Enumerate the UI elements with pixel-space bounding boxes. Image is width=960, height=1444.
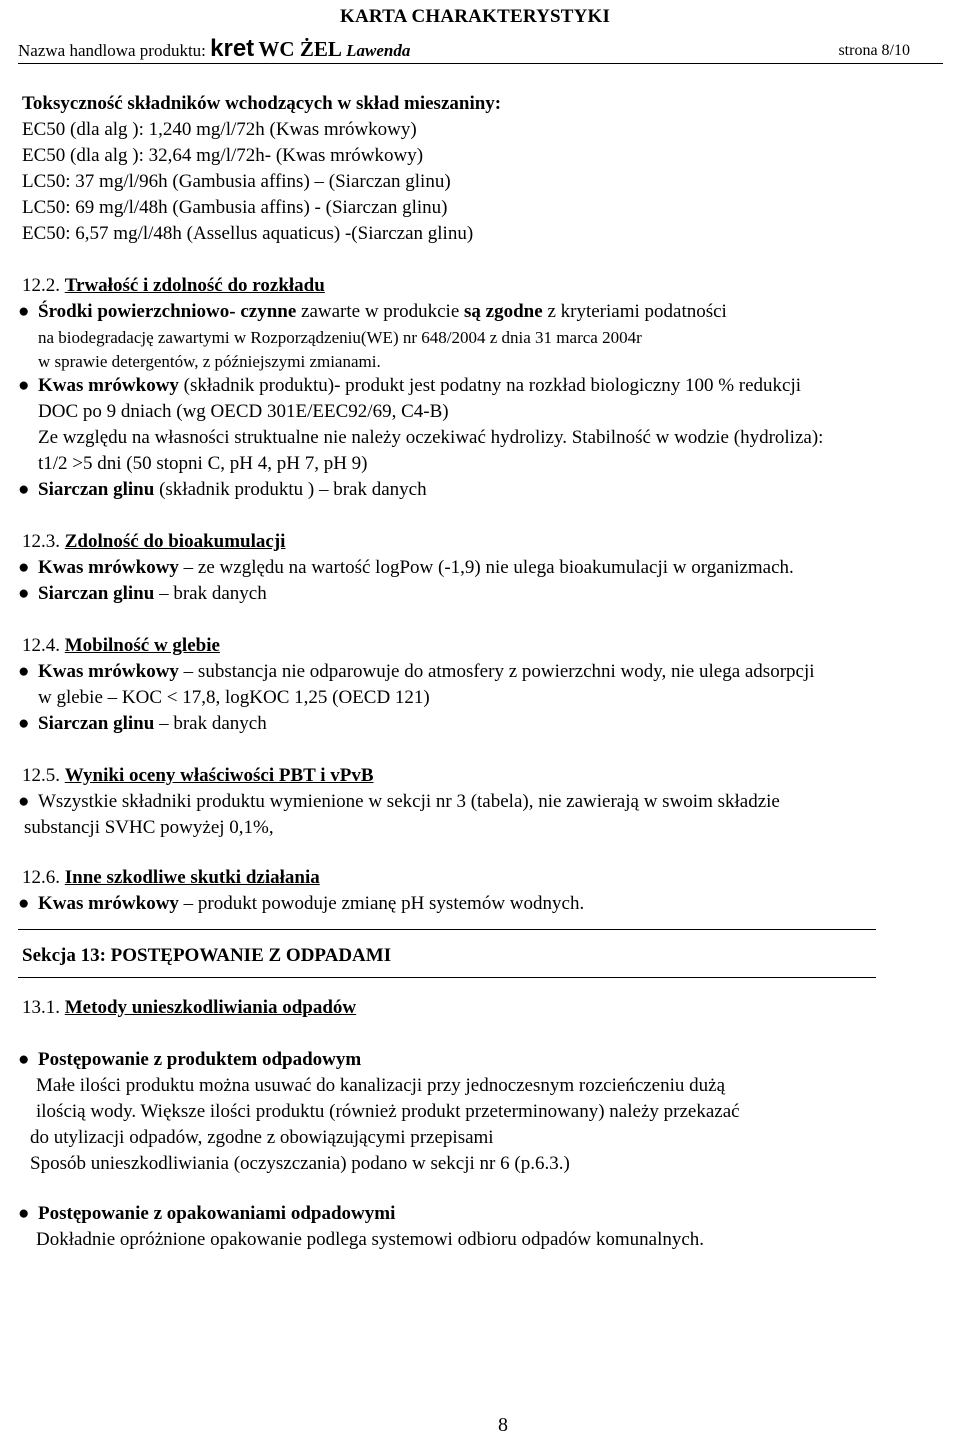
bullet-icon: ● bbox=[18, 893, 30, 914]
bold-term: Siarczan glinu bbox=[38, 713, 155, 734]
section-12-6-heading bbox=[22, 865, 320, 891]
text-run: – brak danych bbox=[154, 713, 267, 734]
bullet-continuation: Ze względu na własności struktualne nie należy oczekiwać hydrolizy. Stabilność w wodzie (hydroliza): bbox=[38, 427, 824, 448]
bullet-continuation: t1/2 >5 dni (50 stopni C, pH 4, pH 7, pH 9) bbox=[38, 453, 368, 474]
paragraph-line: do utylizacji odpadów, zgodne z obowiązującymi przepisami bbox=[30, 1127, 494, 1148]
bullet-item bbox=[18, 891, 584, 917]
text-run: – brak danych bbox=[154, 583, 267, 604]
header-divider bbox=[18, 63, 943, 64]
section-title: Metody unieszkodliwiania odpadów bbox=[64, 997, 357, 1018]
section-number: 13.1. bbox=[22, 997, 60, 1018]
product-variant: Lawenda bbox=[346, 41, 411, 60]
section-title: Zdolność do bioakumulacji bbox=[64, 531, 286, 552]
bullet-icon: ● bbox=[18, 661, 30, 682]
section-number: 12.4. bbox=[22, 635, 60, 656]
brand-name: kret bbox=[210, 35, 255, 62]
bullet-icon: ● bbox=[18, 791, 30, 812]
bullet-icon: ● bbox=[18, 1049, 30, 1070]
bullet-continuation: w glebie – KOC < 17,8, logKOC 1,25 (OECD 121) bbox=[38, 687, 430, 708]
text-run: – ze względu na wartość logPow (-1,9) nie ulega bioakumulacji w organizmach. bbox=[178, 557, 794, 578]
section-12-3-heading bbox=[22, 529, 285, 555]
section-12-4-heading bbox=[22, 633, 220, 659]
section-title: Trwałość i zdolność do rozkładu bbox=[64, 275, 325, 296]
bold-term: są zgodne bbox=[464, 301, 543, 322]
bullet-continuation: w sprawie detergentów, z późniejszymi zmianami. bbox=[38, 352, 381, 371]
paragraph-line: ilością wody. Większe ilości produktu (również produkt przeterminowany) należy przekazać bbox=[36, 1101, 740, 1122]
bullet-item bbox=[18, 789, 780, 815]
text-run: – produkt powoduje zmianę pH systemów wodnych. bbox=[178, 893, 585, 914]
bold-term: Środki powierzchniowo- czynne bbox=[38, 301, 297, 322]
bullet-icon: ● bbox=[18, 713, 30, 734]
toxicity-line: LC50: 37 mg/l/96h (Gambusia affins) – (Siarczan glinu) bbox=[22, 171, 451, 192]
bold-term: Siarczan glinu bbox=[38, 583, 155, 604]
section-title: Wyniki oceny właściwości PBT i vPvB bbox=[64, 765, 374, 786]
page-number: 8 bbox=[498, 1414, 508, 1436]
bold-term: Siarczan glinu bbox=[38, 479, 155, 500]
bullet-icon: ● bbox=[18, 1203, 30, 1224]
bullet-item bbox=[18, 299, 727, 325]
bullet-continuation: DOC po 9 dniach (wg OECD 301E/EEC92/69, C4-B) bbox=[38, 401, 449, 422]
section-number: 12.3. bbox=[22, 531, 60, 552]
bold-term: Kwas mrówkowy bbox=[38, 557, 179, 578]
section-number: 12.5. bbox=[22, 765, 60, 786]
bullet-icon: ● bbox=[18, 583, 30, 604]
bullet-item bbox=[18, 659, 815, 685]
toxicity-line: EC50 (dla alg ): 1,240 mg/l/72h (Kwas mrówkowy) bbox=[22, 119, 417, 140]
bullet-icon: ● bbox=[18, 375, 30, 396]
paragraph-line: Małe ilości produktu można usuwać do kanalizacji przy jednoczesnym rozcieńczeniu dużą bbox=[36, 1075, 726, 1096]
toxicity-heading: Toksyczność składników wchodzących w skład mieszaniny: bbox=[22, 93, 502, 114]
text-run: (składnik produktu ) – brak danych bbox=[154, 479, 427, 500]
product-name-line bbox=[18, 36, 410, 64]
section-title: Mobilność w glebie bbox=[64, 635, 220, 656]
section-number: 12.2. bbox=[22, 275, 60, 296]
trade-name-label: Nazwa handlowa produktu: bbox=[18, 41, 206, 60]
bold-term: Kwas mrówkowy bbox=[38, 893, 179, 914]
bold-term: Postępowanie z opakowaniami odpadowymi bbox=[38, 1203, 396, 1224]
section-title: Inne szkodliwe skutki działania bbox=[64, 867, 320, 888]
bullet-item bbox=[18, 373, 801, 399]
section-12-2-heading bbox=[22, 273, 325, 299]
bullet-continuation: substancji SVHC powyżej 0,1%, bbox=[24, 817, 274, 838]
bold-term: Kwas mrówkowy bbox=[38, 661, 179, 682]
bullet-item bbox=[18, 711, 267, 737]
text-run: (składnik produktu)- produkt jest podatny na rozkład biologiczny 100 % redukcji bbox=[178, 375, 802, 396]
bullet-item bbox=[18, 1047, 361, 1073]
text-run: z kryteriami podatności bbox=[542, 301, 727, 322]
toxicity-line: EC50: 6,57 mg/l/48h (Assellus aquaticus) -(Siarczan glinu) bbox=[22, 223, 474, 244]
bullet-item bbox=[18, 477, 427, 503]
section-divider bbox=[18, 929, 876, 930]
text-run: zawarte w produkcie bbox=[296, 301, 465, 322]
text-run: – substancja nie odparowuje do atmosfery z powierzchni wody, nie ulega adsorpcji bbox=[178, 661, 815, 682]
bullet-item bbox=[18, 555, 794, 581]
toxicity-line: LC50: 69 mg/l/48h (Gambusia affins) - (Siarczan glinu) bbox=[22, 197, 448, 218]
product-name: WC ŻEL bbox=[258, 37, 342, 61]
toxicity-line: EC50 (dla alg ): 32,64 mg/l/72h- (Kwas mrówkowy) bbox=[22, 145, 424, 166]
section-12-5-heading bbox=[22, 763, 374, 789]
text-run: Wszystkie składniki produktu wymienione w sekcji nr 3 (tabela), nie zawierają w swoim składzie bbox=[38, 791, 780, 812]
bullet-item bbox=[18, 1201, 395, 1227]
paragraph-line: Sposób unieszkodliwiania (oczyszczania) podano w sekcji nr 6 (p.6.3.) bbox=[30, 1153, 570, 1174]
section-divider bbox=[18, 977, 876, 978]
bullet-icon: ● bbox=[18, 557, 30, 578]
bold-term: Kwas mrówkowy bbox=[38, 375, 179, 396]
bullet-icon: ● bbox=[18, 479, 30, 500]
document-title: KARTA CHARAKTERYSTYKI bbox=[340, 6, 611, 27]
page-indicator: strona 8/10 bbox=[838, 42, 910, 59]
bullet-icon: ● bbox=[18, 301, 30, 322]
section-13-1-heading bbox=[22, 995, 356, 1021]
section-number: 12.6. bbox=[22, 867, 60, 888]
section-13-heading: Sekcja 13: POSTĘPOWANIE Z ODPADAMI bbox=[22, 945, 392, 966]
bold-term: Postępowanie z produktem odpadowym bbox=[38, 1049, 362, 1070]
bullet-continuation: na biodegradację zawartymi w Rozporządzeniu(WE) nr 648/2004 z dnia 31 marca 2004r bbox=[38, 328, 642, 347]
bullet-item bbox=[18, 581, 267, 607]
paragraph-line: Dokładnie opróżnione opakowanie podlega systemowi odbioru odpadów komunalnych. bbox=[36, 1229, 705, 1250]
